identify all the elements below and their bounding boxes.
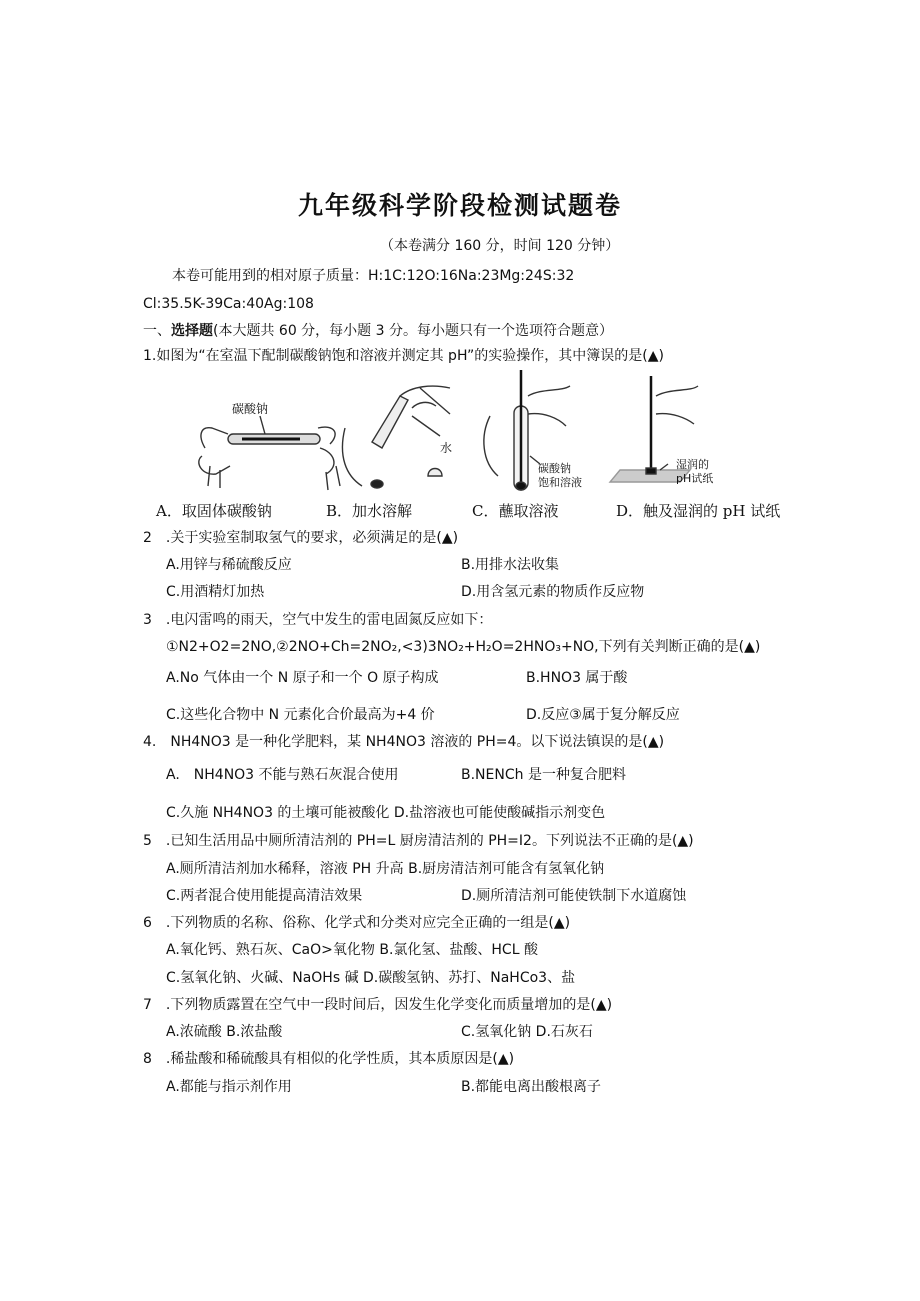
q4-option-a: A. NH4NO3 不能与熟石灰混合使用 — [166, 767, 399, 783]
label-ph-paper-2: pH试纸 — [676, 472, 714, 485]
section-name: 选择题 — [171, 323, 213, 339]
atomic-mass-line-1: 本卷可能用到的相对原子质量：H:1C:12O:16Na:23Mg:24S:32 — [172, 268, 575, 284]
q8-option-a: A.都能与指示剂作用 — [166, 1079, 292, 1095]
q5-option-d: D.厕所清洁剂可能使铁制下水道腐蚀 — [461, 888, 687, 904]
q7-option-cd: C.氢氧化钠 D.石灰石 — [461, 1024, 593, 1040]
label-water: 水 — [440, 441, 453, 455]
q3-option-c: C.这些化合物中 N 元素化合价最高为+4 价 — [166, 707, 435, 723]
caption-a: A．取固体碳酸钠 — [156, 502, 272, 520]
label-saturated-solution-1: 碳酸钠 — [538, 462, 571, 475]
section-number: 一、 — [143, 323, 171, 339]
section-note: (本大题共 60 分，每小题 3 分。每小题只有一个选项符合题意） — [213, 323, 613, 339]
q3-option-d: D.反应③属于复分解反应 — [526, 707, 680, 723]
q4-option-cd: C.久施 NH4NO3 的土壤可能被酸化 D.盐溶液也可能使酸碱指示剂变色 — [166, 805, 606, 821]
q4-option-b: B.NENCh 是一种复合肥料 — [461, 767, 626, 783]
question-5: 5 .已知生活用品中厕所清洁剂的 PH=L 厨房清洁剂的 PH=I2。下列说法不正确的是(▲) — [143, 833, 694, 849]
q2-option-c: C.用酒精灯加热 — [166, 584, 265, 600]
q3-option-b: B.HNO3 属于酸 — [526, 670, 628, 686]
page-title: 九年级科学阶段检测试题卷 — [297, 191, 622, 220]
question-4: 4. NH4NO3 是一种化学肥料，某 NH4NO3 溶液的 PH=4。以下说法镇误的是(▲) — [143, 734, 665, 750]
q2-option-a: A.用锌与稀硫酸反应 — [166, 557, 292, 573]
exam-info: （本卷满分 160 分，时间 120 分钟） — [380, 238, 620, 254]
question-8: 8 .稀盐酸和稀硫酸具有相似的化学性质，其本质原因是(▲) — [143, 1051, 515, 1067]
question-2: 2 .关于实验室制取氢气的要求，必须满足的是(▲) — [143, 530, 459, 546]
q7-option-ab: A.浓硫酸 B.浓盐酸 — [166, 1024, 283, 1040]
q6-option-ab: A.氧化钙、熟石灰、CaO>氧化物 B.氯化氢、盐酸、HCL 酸 — [166, 942, 538, 958]
q8-option-b: B.都能电离出酸根离子 — [461, 1079, 602, 1095]
q5-option-c: C.两者混合使用能提高清洁效果 — [166, 888, 363, 904]
caption-b: B．加水溶解 — [326, 502, 413, 520]
experiment-figure — [150, 366, 800, 526]
label-saturated-solution-2: 饱和溶液 — [538, 476, 582, 489]
figure-a-drawing — [199, 416, 340, 490]
q3-option-a: A.No 气体由一个 N 原子和一个 O 原子构成 — [166, 670, 439, 686]
figure-b-drawing — [342, 386, 453, 488]
question-7: 7 .下列物质露置在空气中一段时间后，因发生化学变化而质量增加的是(▲) — [143, 997, 613, 1013]
atomic-mass-line-2: Cl:35.5K-39Ca:40Ag:108 — [143, 296, 314, 312]
question-3: 3 .电闪雷鸣的雨天，空气中发生的雷电固氮反应如下： — [143, 612, 493, 628]
q2-option-b: B.用排水法收集 — [461, 557, 560, 573]
section-heading — [143, 322, 613, 340]
label-sodium-carbonate: 碳酸钠 — [232, 402, 269, 416]
caption-d: D．触及湿润的 pH 试纸 — [616, 502, 781, 520]
label-ph-paper-1: 湿润的 — [676, 458, 709, 471]
caption-c: C．蘸取溶液 — [472, 502, 559, 520]
q6-option-cd: C.氢氧化钠、火碱、NaOHs 碱 D.碳酸氢钠、苏打、NaHCo3、盐 — [166, 970, 576, 986]
q3-equations: ①N2+O2=2NO,②2NO+Ch=2NO₂,<3)3NO₂+H₂O=2HNO₃+NO,下列有关判断正确的是(▲) — [166, 639, 761, 655]
question-1: 1.如图为“在室温下配制碳酸钠饱和溶液并测定其 pH”的实验操作，其中簿误的是(▲) — [143, 348, 664, 364]
q2-option-d: D.用含氢元素的物质作反应物 — [461, 584, 645, 600]
question-6: 6 .下列物质的名称、俗称、化学式和分类对应完全正确的一组是(▲) — [143, 915, 571, 931]
q5-option-ab: A.厕所清洁剂加水稀释，溶液 PH 升高 B.厨房清洁剂可能含有氢氧化钠 — [166, 861, 605, 877]
